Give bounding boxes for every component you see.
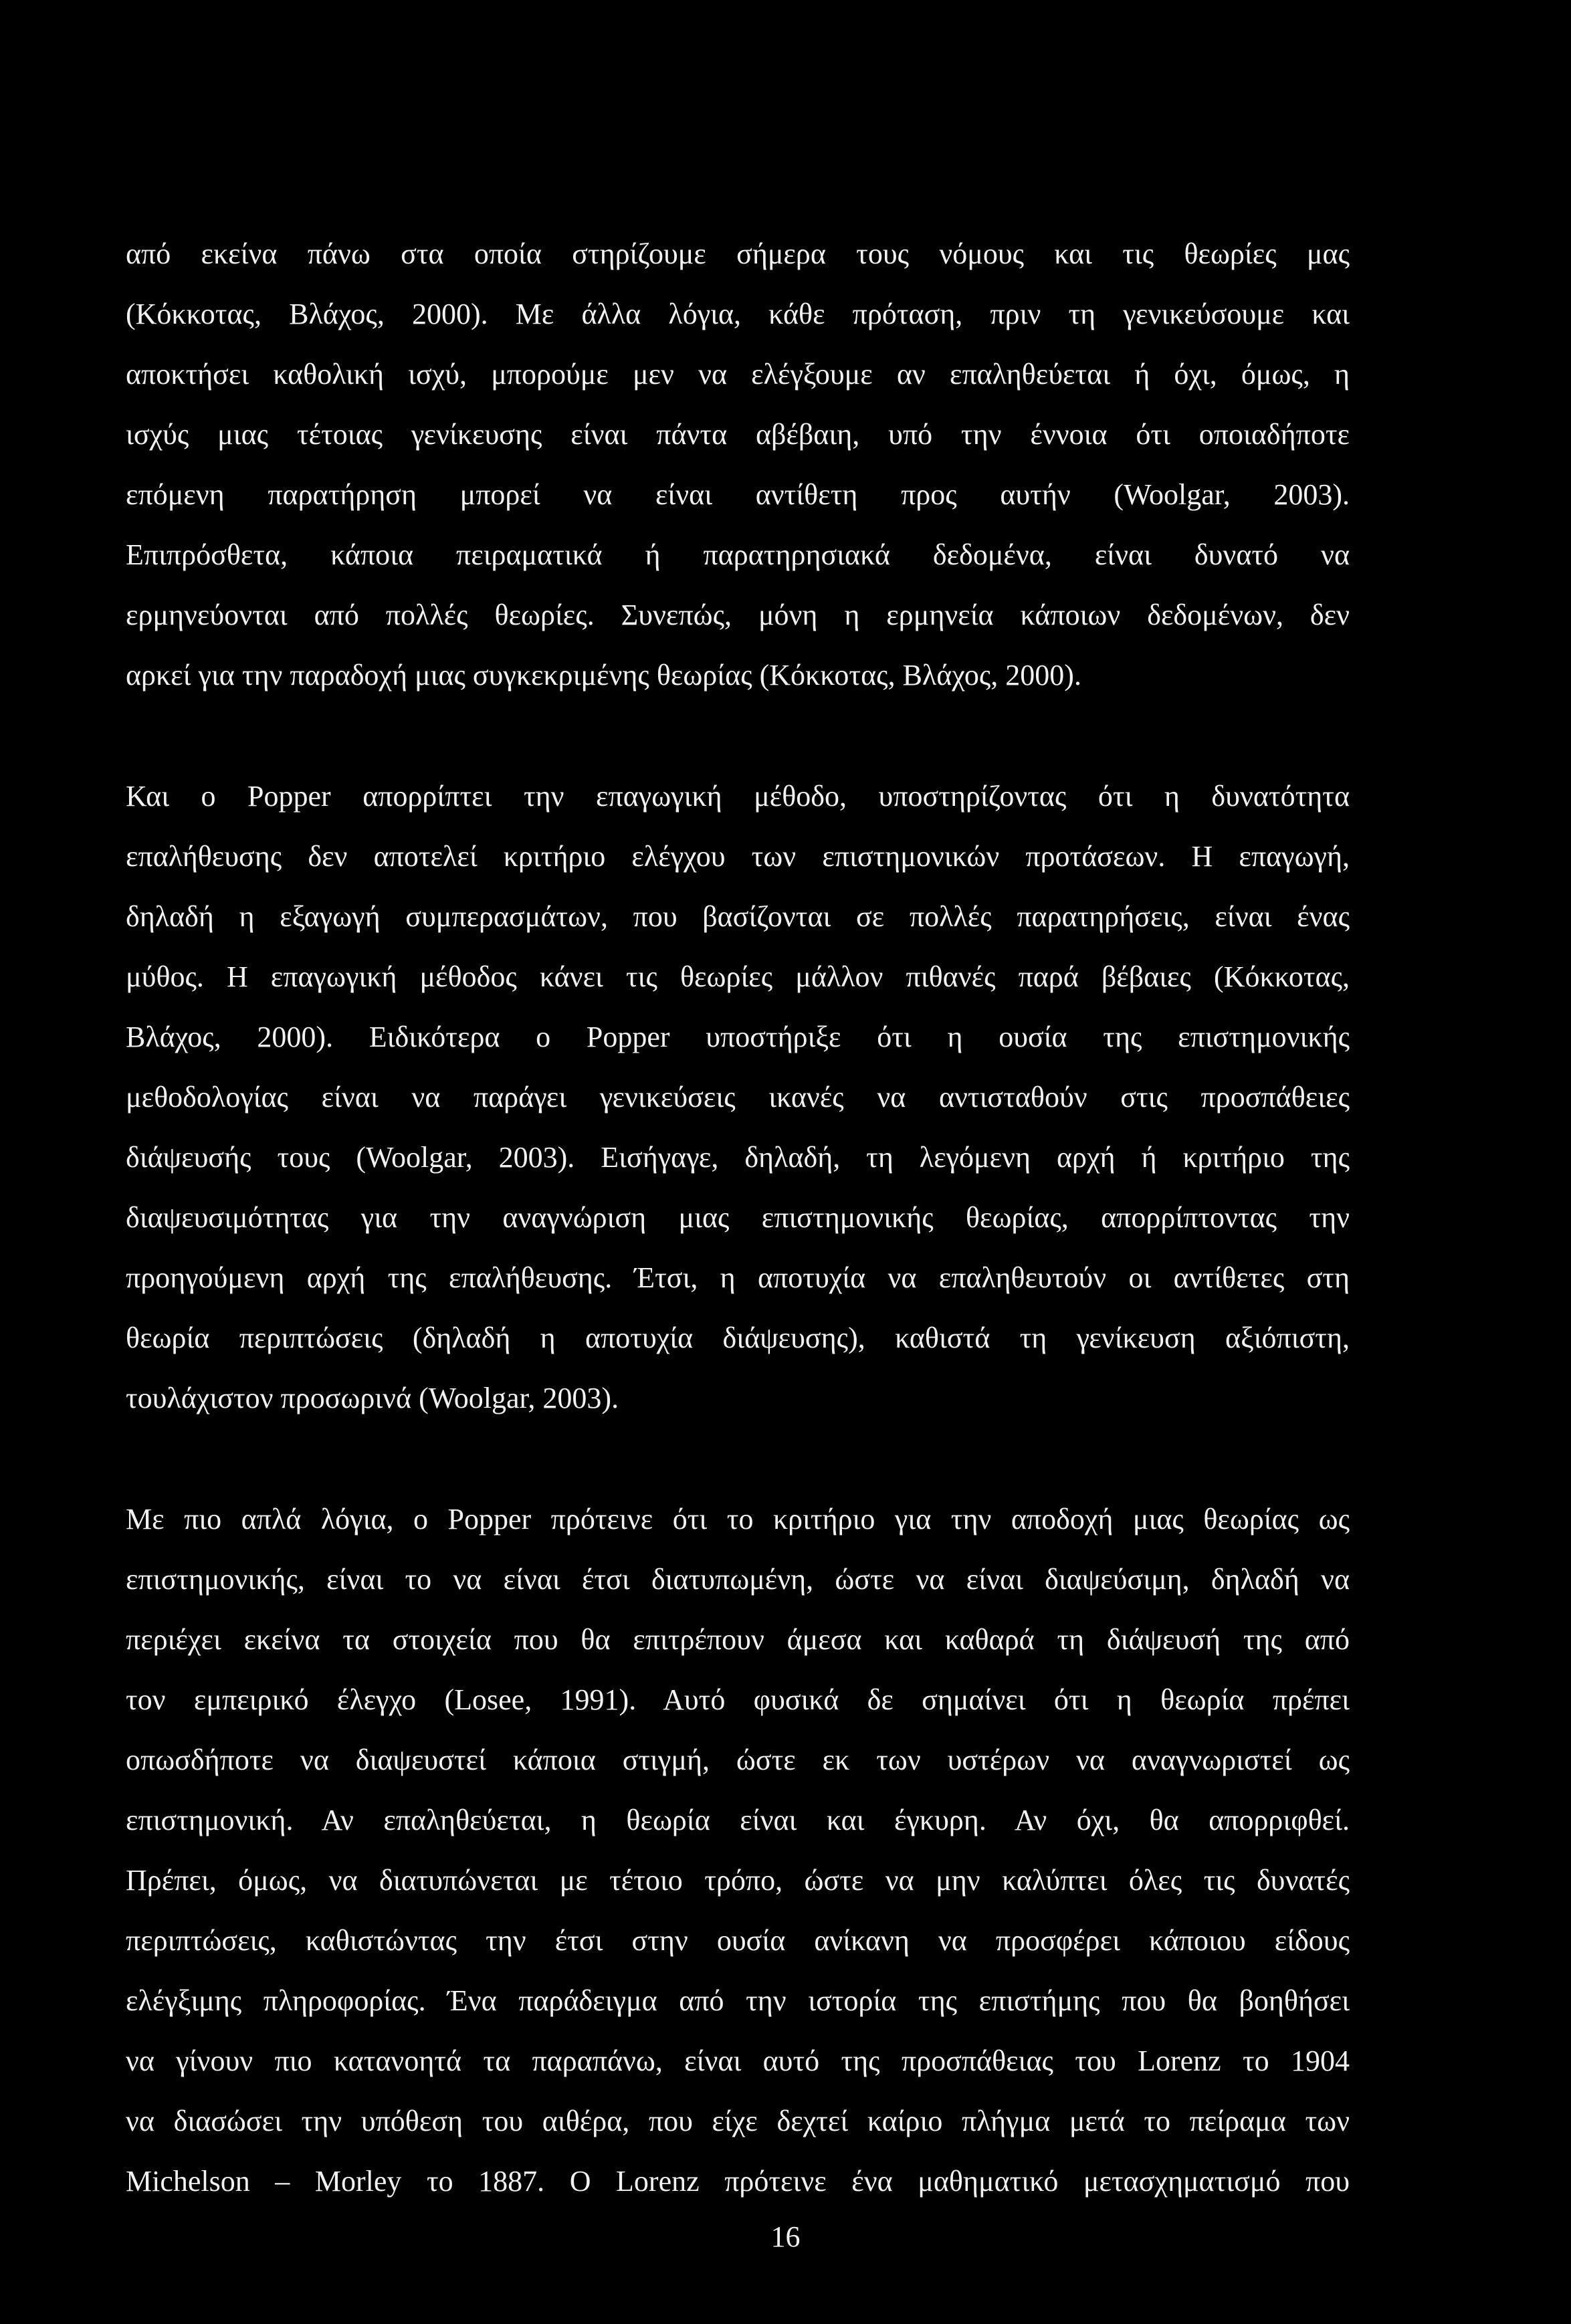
paragraph-line: Με πιο απλά λόγια, ο Popper πρότεινε ότι το κριτήριο για την αποδοχή μιας θεωρίας ως: [126, 1503, 1350, 1536]
document-body: [126, 224, 1350, 2212]
paragraph-line: μύθος. Η επαγωγική μέθοδος κάνει τις θεωρίες μάλλον πιθανές παρά βέβαιες (Κόκκοτας,: [126, 960, 1350, 993]
paragraph-2: [126, 766, 1350, 1429]
paragraph-spacer: [126, 706, 1350, 766]
paragraph-line: προηγούμενη αρχή της επαλήθευσης. Έτσι, η αποτυχία να επαληθευτούν οι αντίθετες στη: [126, 1261, 1350, 1294]
paragraph-line: Michelson – Morley το 1887. Ο Lorenz πρότεινε ένα μαθηματικό μετασχηματισμό που: [126, 2165, 1350, 2198]
paragraph-line: επιστημονικής, είναι το να είναι έτσι διατυπωμένη, ώστε να είναι διαψεύσιμη, δηλαδή να: [126, 1563, 1350, 1596]
paragraph-line: περιπτώσεις, καθιστώντας την έτσι στην ουσία ανίκανη να προσφέρει κάποιου είδους: [126, 1924, 1350, 1957]
paragraph-spacer: [126, 1429, 1350, 1489]
paragraph-line: (Κόκκοτας, Βλάχος, 2000). Με άλλα λόγια, κάθε πρόταση, πριν τη γενικεύσουμε και: [126, 298, 1350, 330]
paragraph-line: επαλήθευσης δεν αποτελεί κριτήριο ελέγχου των επιστημονικών προτάσεων. Η επαγωγή,: [126, 840, 1350, 873]
paragraph-line: να διασώσει την υπόθεση του αιθέρα, που είχε δεχτεί καίριο πλήγμα μετά το πείραμα των: [126, 2105, 1350, 2137]
paragraph-line: επιστημονική. Αν επαληθεύεται, η θεωρία είναι και έγκυρη. Αν όχι, θα απορριφθεί.: [126, 1804, 1350, 1836]
paragraph-line: Πρέπει, όμως, να διατυπώνεται με τέτοιο τρόπο, ώστε να μην καλύπτει όλες τις δυνατές: [126, 1864, 1350, 1897]
paragraph-line: αποκτήσει καθολική ισχύ, μπορούμε μεν να ελέγξουμε αν επαληθεύεται ή όχι, όμως, η: [126, 358, 1350, 391]
paragraph-1: [126, 224, 1350, 706]
page-number: 16: [770, 2220, 801, 2253]
paragraph-line: ερμηνεύονται από πολλές θεωρίες. Συνεπώς, μόνη η ερμηνεία κάποιων δεδομένων, δεν: [126, 599, 1350, 631]
paragraph-line: Και ο Popper απορρίπτει την επαγωγική μέθοδο, υποστηρίζοντας ότι η δυνατότητα: [126, 780, 1350, 813]
paragraph-line: να γίνουν πιο κατανοητά τα παραπάνω, είναι αυτό της προσπάθειας του Lorenz το 1904: [126, 2044, 1350, 2077]
paragraph-line: οπωσδήποτε να διαψευστεί κάποια στιγμή, ώστε εκ των υστέρων να αναγνωριστεί ως: [126, 1744, 1350, 1776]
paragraph-line: διαψευσιμότητας για την αναγνώριση μιας επιστημονικής θεωρίας, απορρίπτοντας την: [126, 1201, 1350, 1234]
paragraph-line: δηλαδή η εξαγωγή συμπερασμάτων, που βασίζονται σε πολλές παρατηρήσεις, είναι ένας: [126, 900, 1350, 933]
paragraph-line: Επιπρόσθετα, κάποια πειραματικά ή παρατηρησιακά δεδομένα, είναι δυνατό να: [126, 538, 1350, 571]
paragraph-line: θεωρία περιπτώσεις (δηλαδή η αποτυχία διάψευσης), καθιστά τη γενίκευση αξιόπιστη,: [126, 1322, 1350, 1354]
paragraph-line: Βλάχος, 2000). Ειδικότερα ο Popper υποστήριξε ότι η ουσία της επιστημονικής: [126, 1021, 1350, 1053]
paragraph-line: διάψευσής τους (Woolgar, 2003). Εισήγαγε, δηλαδή, τη λεγόμενη αρχή ή κριτήριο της: [126, 1141, 1350, 1174]
paragraph-line: τουλάχιστον προσωρινά (Woolgar, 2003).: [126, 1382, 619, 1414]
paragraph-line: ισχύς μιας τέτοιας γενίκευσης είναι πάντα αβέβαιη, υπό την έννοια ότι οποιαδήποτε: [126, 418, 1350, 451]
paragraph-line: μεθοδολογίας είναι να παράγει γενικεύσεις ικανές να αντισταθούν στις προσπάθειες: [126, 1081, 1350, 1114]
paragraph-3: [126, 1489, 1350, 2212]
paragraph-line: τον εμπειρικό έλεγχο (Losee, 1991). Αυτό φυσικά δε σημαίνει ότι η θεωρία πρέπει: [126, 1683, 1350, 1716]
paragraph-line: ελέγξιμης πληροφορίας. Ένα παράδειγμα από την ιστορία της επιστήμης που θα βοηθήσει: [126, 1984, 1350, 2017]
paragraph-line: περιέχει εκείνα τα στοιχεία που θα επιτρέπουν άμεσα και καθαρά τη διάψευσή της από: [126, 1623, 1350, 1656]
paragraph-line: αρκεί για την παραδοχή μιας συγκεκριμένης θεωρίας (Κόκκοτας, Βλάχος, 2000).: [126, 659, 1081, 692]
paragraph-line: επόμενη παρατήρηση μπορεί να είναι αντίθετη προς αυτήν (Woolgar, 2003).: [126, 478, 1350, 511]
paragraph-line: από εκείνα πάνω στα οποία στηρίζουμε σήμερα τους νόμους και τις θεωρίες μας: [126, 237, 1350, 270]
